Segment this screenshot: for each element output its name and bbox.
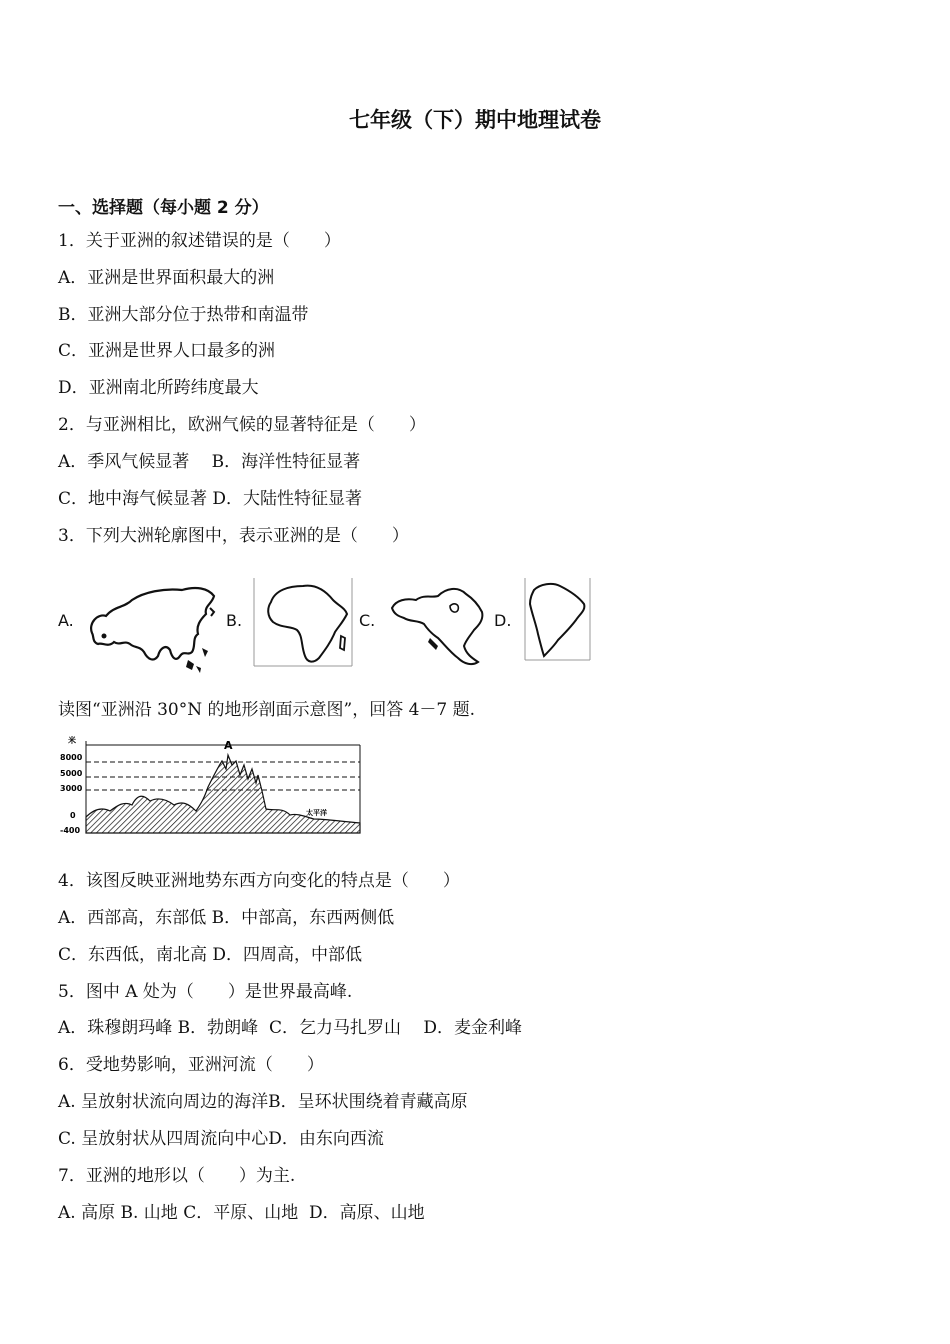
- question-line: B．亚洲大部分位于热带和南温带: [58, 305, 309, 325]
- map-option-label-c: C.: [359, 611, 376, 630]
- question-line: A．珠穆朗玛峰 B．勃朗峰 C．乞力马扎罗山 D．麦金利峰: [58, 1018, 523, 1038]
- question-line: A. 高原 B. 山地 C．平原、山地 D．高原、山地: [58, 1203, 425, 1223]
- question-line: 2．与亚洲相比，欧洲气候的显著特征是（ ）: [58, 415, 426, 435]
- question-line: C．亚洲是世界人口最多的洲: [58, 341, 276, 361]
- profile-tick: 5000: [60, 769, 83, 778]
- peak-label-a: A: [224, 739, 233, 752]
- question-line: 3．下列大洲轮廓图中，表示亚洲的是（ ）: [58, 526, 409, 546]
- africa-outline-map: [253, 578, 355, 668]
- page-title: 七年级（下）期中地理试卷: [349, 108, 601, 132]
- profile-tick: -400: [60, 826, 81, 835]
- profile-tick: 0: [70, 811, 76, 820]
- profile-unit: 米: [68, 736, 76, 745]
- profile-tick: 8000: [60, 753, 83, 762]
- question-line: C．地中海气候显著 D．大陆性特征显著: [58, 489, 363, 509]
- read-prompt: 读图“亚洲沿 30°N 的地形剖面示意图”，回答 4－7 题.: [58, 700, 476, 720]
- question-line: 5．图中 A 处为（ ）是世界最高峰.: [58, 982, 353, 1002]
- question-line: A．亚洲是世界面积最大的洲: [58, 268, 275, 288]
- map-option-label-a: A.: [58, 611, 74, 630]
- south-america-outline-map: [524, 578, 592, 662]
- question-line: C．东西低，南北高 D．四周高，中部低: [58, 945, 363, 965]
- question-line: A．季风气候显著 B．海洋性特征显著: [58, 452, 361, 472]
- north-america-outline-map: [386, 578, 490, 670]
- question-line: 6．受地势影响，亚洲河流（ ）: [58, 1055, 324, 1075]
- question-line: 4．该图反映亚洲地势东西方向变化的特点是（ ）: [58, 871, 460, 891]
- question-line: D．亚洲南北所跨纬度最大: [58, 378, 259, 398]
- profile-tick: 3000: [60, 784, 83, 793]
- map-option-label-b: B.: [226, 611, 243, 630]
- map-option-label-d: D.: [494, 611, 512, 630]
- terrain-profile-chart: [58, 735, 368, 839]
- question-line: A. 呈放射状流向周边的海洋B．呈环状围绕着青藏高原: [58, 1092, 468, 1112]
- question-line: C. 呈放射状从四周流向中心D．由东向西流: [58, 1129, 384, 1149]
- ocean-label: 太平洋: [306, 809, 327, 817]
- question-line: 7．亚洲的地形以（ ）为主.: [58, 1166, 296, 1186]
- question-line: 1．关于亚洲的叙述错误的是（ ）: [58, 231, 341, 251]
- question-line: A．西部高，东部低 B．中部高，东西两侧低: [58, 908, 395, 928]
- asia-outline-map: [84, 578, 219, 680]
- section-heading: 一、选择题（每小题 2 分）: [58, 198, 269, 218]
